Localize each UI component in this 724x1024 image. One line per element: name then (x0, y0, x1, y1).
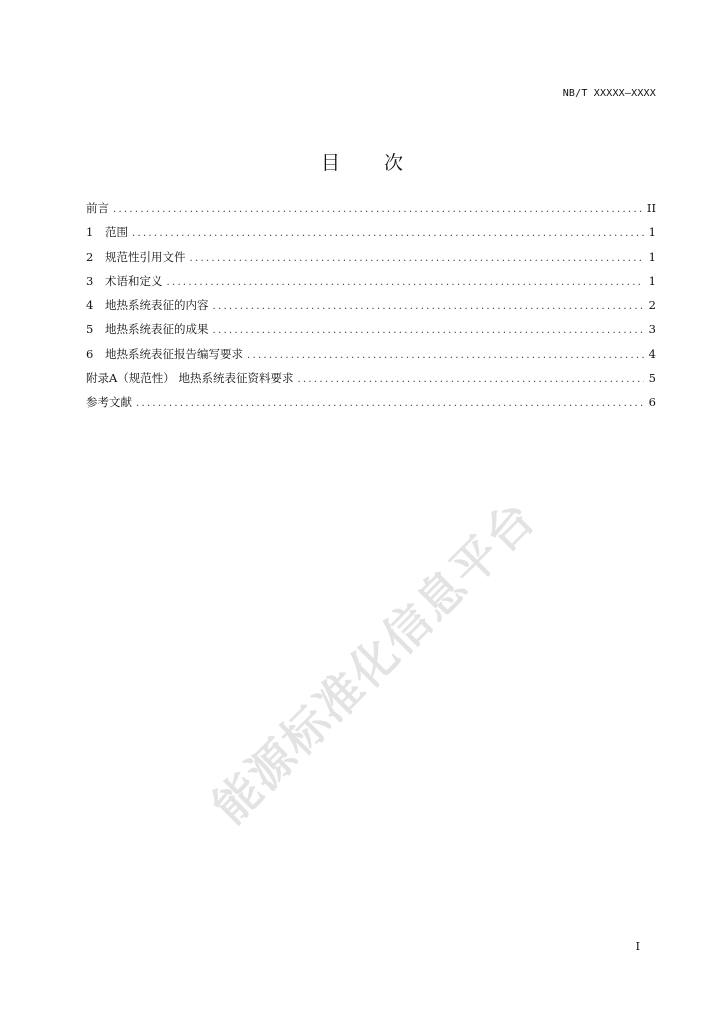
toc-entry-label: 参考文献 (86, 395, 132, 410)
watermark: 能源标准化信息平台 (202, 490, 546, 834)
toc-entry-page: 1 (648, 273, 656, 288)
toc-entry-label: 地热系统表征的内容 (105, 298, 209, 313)
toc-entry-preface[interactable] (86, 200, 656, 224)
toc-entry-page: 4 (648, 346, 656, 361)
toc-entry-page: 3 (648, 322, 656, 337)
toc-entry-label: 术语和定义 (105, 273, 163, 288)
toc-entry-6[interactable] (86, 346, 656, 370)
toc-dot-leader (167, 277, 645, 288)
toc-entry-references[interactable] (86, 394, 656, 418)
toc-entry-label: 附录A（规范性） 地热系统表征资料要求 (86, 371, 294, 386)
toc-entry-number: 5 (86, 322, 94, 337)
toc-entry-appendix-a[interactable] (86, 370, 656, 394)
toc-dot-leader (136, 398, 644, 409)
toc-entry-label: 规范性引用文件 (105, 249, 186, 264)
toc-entry-number: 3 (86, 273, 94, 288)
toc-dot-leader (297, 374, 644, 385)
toc-entry-number: 4 (86, 298, 94, 313)
toc-entry-1[interactable] (86, 224, 656, 248)
page-title (0, 148, 724, 175)
toc-entry-page: 1 (648, 249, 656, 264)
toc-entry-4[interactable] (86, 297, 656, 321)
toc-entry-page: 2 (648, 298, 656, 313)
toc-dot-leader (190, 253, 645, 264)
toc-entry-page: 6 (648, 395, 656, 410)
toc-entry-label: 范围 (105, 225, 128, 240)
toc-entry-label: 地热系统表征报告编写要求 (105, 346, 243, 361)
toc-dot-leader (247, 350, 644, 361)
toc-entry-page: 1 (648, 225, 656, 240)
header-standard-code: NB/T XXXXX—XXXX (562, 88, 656, 99)
toc-entry-5[interactable] (86, 321, 656, 345)
toc-entry-number: 1 (86, 225, 94, 240)
toc-entry-page: 5 (648, 371, 656, 386)
toc-entry-page: II (646, 201, 656, 215)
toc-entry-2[interactable] (86, 249, 656, 273)
toc-dot-leader (132, 228, 644, 239)
toc-entry-label: 地热系统表征的成果 (105, 322, 209, 337)
toc-dot-leader (213, 301, 645, 312)
table-of-contents (86, 200, 656, 419)
toc-entry-number: 2 (86, 249, 94, 264)
page-title-char-1: 目 (320, 152, 340, 174)
page-title-char-2: 次 (384, 152, 404, 174)
toc-entry-label: 前言 (86, 201, 109, 215)
toc-entry-number: 6 (86, 346, 94, 361)
footer-page-number: I (635, 940, 640, 953)
toc-dot-leader (213, 325, 645, 336)
toc-entry-3[interactable] (86, 273, 656, 297)
toc-dot-leader (113, 204, 643, 215)
